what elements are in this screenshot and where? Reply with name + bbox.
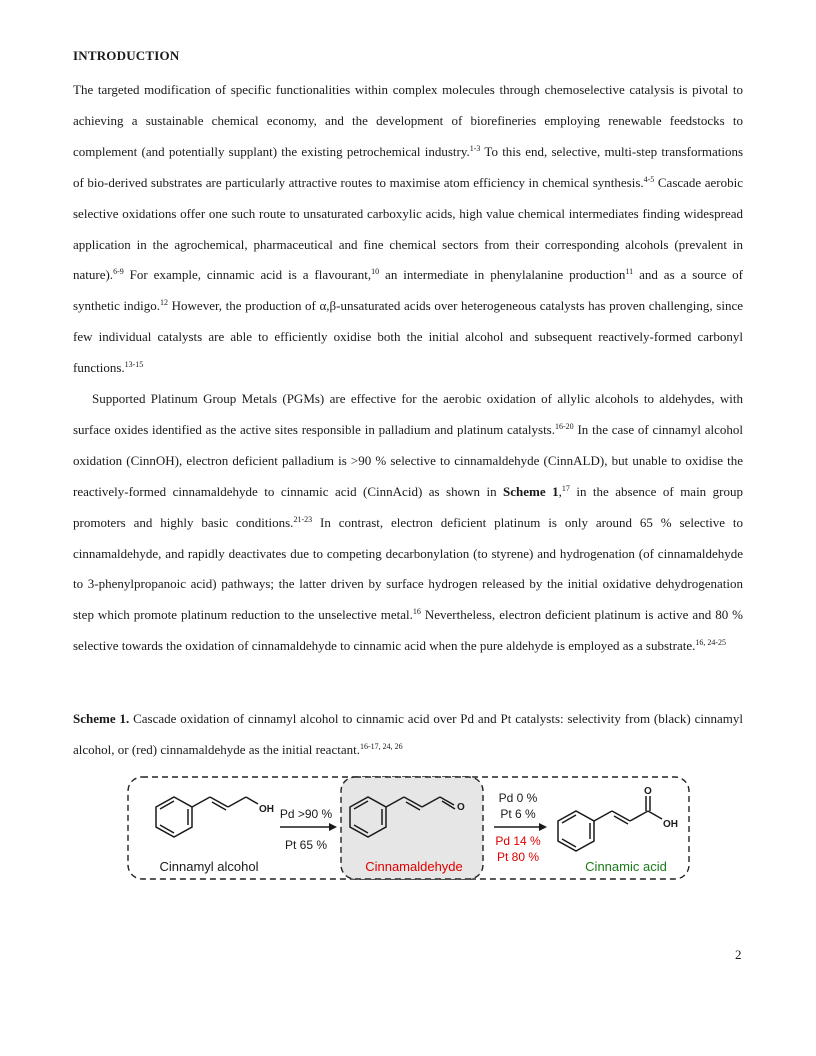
citation-ref: 13-15 [124,360,144,370]
compound-name-cinnamic-acid: Cinnamic acid [585,859,667,874]
text-run: , [558,483,562,499]
citation-ref: 17 [561,483,570,493]
arrow-head-icon [539,823,547,831]
text-run: However, the production of α,β-unsaturated acids over heterogeneous catalysts has proven challenging, since few individual catalysts are able to efficiently oxidise both the initial alcohol and subsequent reactively-formed carbonyl functions. [73,298,743,376]
intro-paragraph-2 [73,384,743,662]
arrow2-pt-red-label: Pt 80 % [496,850,540,864]
arrow1-bottom-label: Pt 65 % [284,838,328,852]
citation-ref: 11 [625,267,634,277]
text-run: For example, cinnamic acid is a flavourant, [123,267,372,283]
caption-text: Cascade oxidation of cinnamyl alcohol to cinnamic acid over Pd and Pt catalysts: selectivity from (black) cinnamyl alcohol, or (red) cinnamaldehyde as the initial reactant. [73,711,743,757]
text-run: Cascade aerobic selective oxidations offer one such route to unsaturated carboxylic acids, high value chemical intermediates finding widespread application in the agrochemical, pharmaceutical and fine chemical sectors from their corresponding alcohols (prevalent in nature). [73,174,744,283]
arrow1-top-label: Pd >90 % [279,807,333,821]
citation-ref: 16-17, 24, 26 [359,741,403,751]
oh-label: OH [259,804,274,815]
aldehyde-o-label: O [457,802,465,813]
arrow2-pd-red-label: Pd 14 % [495,834,541,848]
text-run: an intermediate in phenylalanine production [379,267,626,283]
compound-name-cinnamyl-alcohol: Cinnamyl alcohol [159,859,259,874]
arrow-head-icon [329,823,337,831]
acid-o-label: O [644,786,652,797]
cinnamyl-alcohol-structure [156,797,258,837]
text-run: The targeted modification of specific functionalities within complex molecules through chemoselective catalysis is pivotal to achieving a sustainable chemical economy, and the development of biorefineries employing renewable feedstocks to complement (and potentially supplant) the existing petrochemical industry. [73,82,743,159]
citation-ref: 16-20 [555,421,574,431]
citation-ref: 16 [412,607,421,617]
scheme-reference: Scheme 1 [503,483,559,499]
scheme-caption [73,704,743,766]
text-run: To this end, selective, multi-step transformations of bio-derived substrates are particularly attractive routes to maximise atom efficiency in chemical synthesis. [73,143,743,190]
citation-ref: 16, 24-25 [695,638,727,648]
arrow2-pd-label: Pd 0 % [498,791,538,805]
citation-ref: 1-3 [469,143,481,153]
reaction-scheme [124,774,692,882]
text-run: in the absence of main group promoters and highly basic conditions. [73,483,743,530]
text-run: Supported Platinum Group Metals (PGMs) are effective for the aerobic oxidation of allylic alcohols to aldehydes, with surface oxides identified as the active sites responsible in palladium and platinum catalysts. [73,391,743,437]
citation-ref: 21-23 [293,514,313,524]
arrow2-pt-label: Pt 6 % [500,807,536,821]
compound-name-cinnamaldehyde: Cinnamaldehyde [365,859,463,874]
citation-ref: 12 [160,298,169,308]
cinnamic-acid-structure [558,796,662,851]
page-number: 2 [735,947,742,962]
citation-ref: 4-5 [643,174,655,184]
acid-oh-label: OH [663,819,678,830]
intro-paragraph-1 [73,75,743,384]
text-run: In contrast, electron deficient platinum is only around 65 % selective to cinnamaldehyde, and rapidly deactivates due to competing decarbonylation (to styrene) and hydrogenation (of cinnamaldehyde to 3-phenylpropanoic acid) pathways; the latter driven by surface hydrogen released by the initial oxidative dehydrogenation step which promote platinum reduction to the unselective metal. [73,514,743,623]
text-run: Nevertheless, electron deficient platinum is active and 80 % selective towards the oxidation of cinnamaldehyde to cinnamic acid when the pure aldehyde is employed as a substrate. [73,607,744,654]
citation-ref: 6-9 [113,267,124,277]
section-heading: INTRODUCTION [73,48,180,63]
caption-label: Scheme 1. [73,711,130,726]
citation-ref: 10 [371,267,380,277]
text-run: In the case of cinnamyl alcohol oxidation (CinnOH), electron deficient palladium is >90 % selective to cinnamaldehyde (CinnALD), but unable to oxidise the reactively-formed cinnamaldehyde to cinnamic acid (CinnAcid) as shown in [73,421,743,499]
text-run: and as a source of synthetic indigo. [73,267,743,314]
